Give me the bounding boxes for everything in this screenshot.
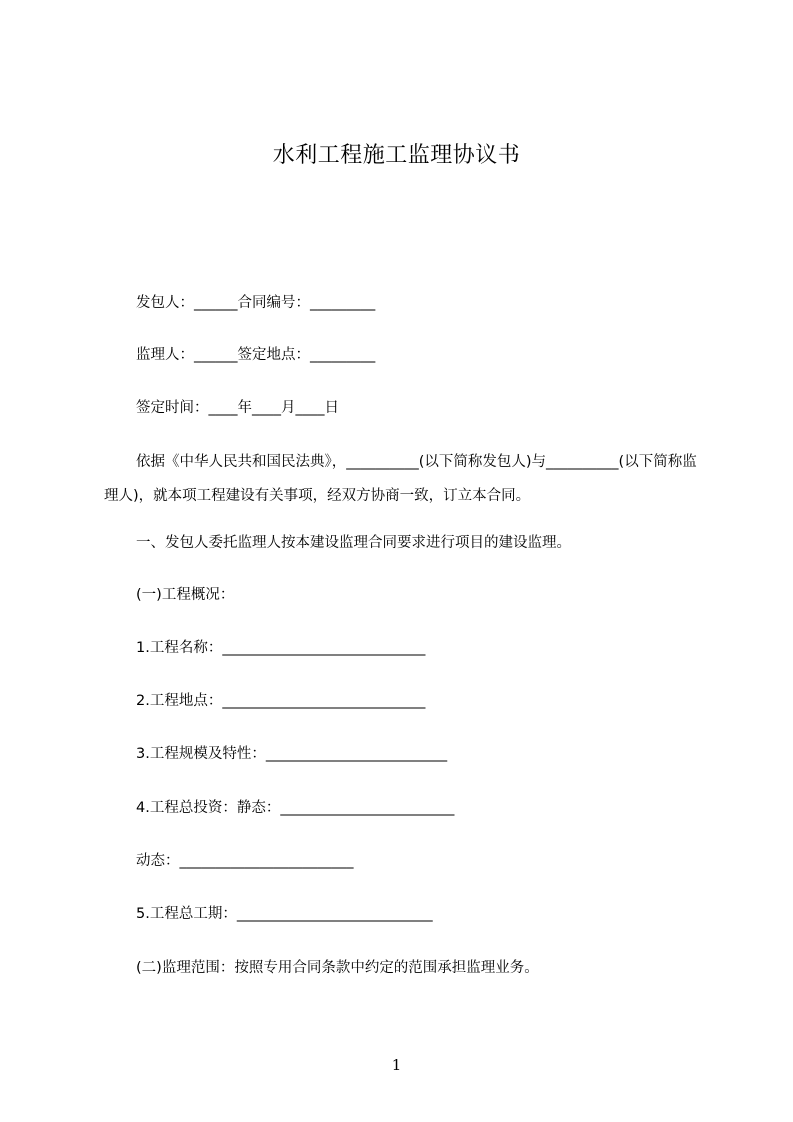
dynamic-investment-line: 动态：________________________ xyxy=(136,853,354,869)
clause-1-heading: 一、发包人委托监理人按本建设监理合同要求进行项目的建设监理。 xyxy=(136,535,571,551)
project-scale-line: 3.工程规模及特性：_________________________ xyxy=(136,746,448,762)
sign-time-line: 签定时间：____年____月____日 xyxy=(136,400,339,416)
section-1-heading: (一)工程概况： xyxy=(136,587,235,603)
page-number: 1 xyxy=(391,1056,402,1074)
document-title: 水利工程施工监理协议书 xyxy=(272,143,521,168)
total-investment-line: 4.工程总投资：静态：________________________ xyxy=(136,800,455,816)
total-duration-line: 5.工程总工期：___________________________ xyxy=(136,906,433,922)
project-name-line: 1.工程名称：____________________________ xyxy=(136,640,426,656)
project-location-line: 2.工程地点：____________________________ xyxy=(136,693,426,709)
employer-line: 发包人：______合同编号：_________ xyxy=(136,295,376,311)
basis-paragraph: 依据《中华人民共和国民法典》，__________(以下简称发包人)与__________(以下简称监理人)，就本项工程建设有关事项，经双方协商一致，订立本合同。 xyxy=(104,454,697,504)
section-2-heading: (二)监理范围：按照专用合同条款中约定的范围承担监理业务。 xyxy=(136,960,539,976)
supervisor-line: 监理人：______签定地点：_________ xyxy=(136,347,376,363)
